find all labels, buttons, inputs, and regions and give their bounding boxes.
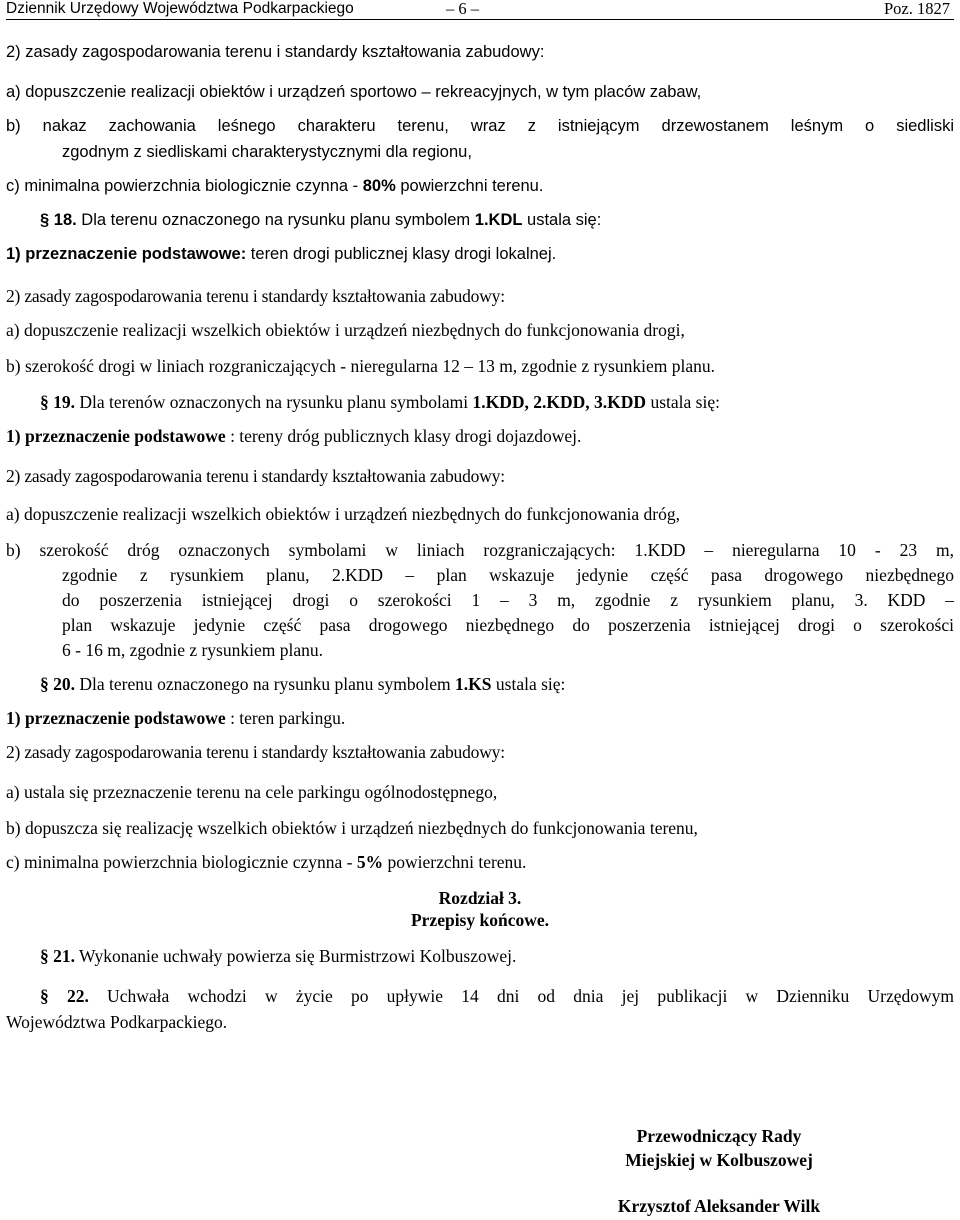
page-header <box>6 0 954 20</box>
s17-item-b-line1: b) nakaz zachowania leśnego charakteru terenu, wraz z istniejącym drzewostanem leśnym o siedliski <box>6 117 954 135</box>
s22-line2: Województwa Podkarpackiego. <box>6 1012 228 1032</box>
s19-item-b-line1: b) szerokość dróg oznaczonych symbolami w liniach rozgraniczających: 1.KDD – nieregularna 10 - 23 m, <box>6 540 954 560</box>
s19-rules-heading: 2) zasady zagospodarowania terenu i standardy kształtowania zabudowy: <box>6 466 505 486</box>
page-number: – 6 – <box>446 0 479 18</box>
s18-item-a: a) dopuszczenie realizacji wszelkich obiektów i urządzeń niezbędnych do funkcjonowania drogi, <box>6 320 685 340</box>
s21-text: § 21. Wykonanie uchwały powierza się Burmistrzowi Kolbuszowej. <box>40 946 517 966</box>
s20-rules-heading: 2) zasady zagospodarowania terenu i standardy kształtowania zabudowy: <box>6 742 505 762</box>
s22-line1: § 22. Uchwała wchodzi w życie po upływie 14 dni od dnia jej publikacji w Dzienniku Urzędowym <box>40 986 954 1006</box>
signature-role-line1: Przewodniczący Rady <box>636 1126 802 1146</box>
journal-title: Dziennik Urzędowy Województwa Podkarpackiego <box>6 0 354 17</box>
s19-item-b-line3: do poszerzenia istniejącej drogi o szerokości 1 – 3 m, zgodnie z rysunkiem planu, 3. KDD – <box>62 590 954 610</box>
s19-item-b-line4: plan wskazuje jedynie część pasa drogowego niezbędnego do poszerzenia istniejącej drogi o szerokości <box>62 615 954 635</box>
chapter-title: Rozdział 3. <box>438 888 522 908</box>
s18-intro: § 18. Dla terenu oznaczonego na rysunku planu symbolem 1.KDL ustala się: <box>40 211 602 229</box>
s20-primary-use: 1) przeznaczenie podstawowe : teren parkingu. <box>6 708 346 728</box>
s19-primary-use: 1) przeznaczenie podstawowe : tereny dróg publicznych klasy drogi dojazdowej. <box>6 426 582 446</box>
s20-intro: § 20. Dla terenu oznaczonego na rysunku planu symbolem 1.KS ustala się: <box>40 674 566 694</box>
s19-item-b-line5: 6 - 16 m, zgodnie z rysunkiem planu. <box>62 640 323 660</box>
s19-intro: § 19. Dla terenów oznaczonych na rysunku planu symbolami 1.KDD, 2.KDD, 3.KDD ustala się: <box>40 392 720 412</box>
signature-name: Krzysztof Aleksander Wilk <box>617 1196 821 1216</box>
s17-rules-heading: 2) zasady zagospodarowania terenu i standardy kształtowania zabudowy: <box>6 43 545 61</box>
s18-rules-heading: 2) zasady zagospodarowania terenu i standardy kształtowania zabudowy: <box>6 286 505 306</box>
s18-primary-use: 1) przeznaczenie podstawowe: teren drogi publicznej klasy drogi lokalnej. <box>6 245 557 263</box>
s20-item-c: c) minimalna powierzchnia biologicznie czynna - 5% powierzchni terenu. <box>6 852 527 872</box>
s19-item-a: a) dopuszczenie realizacji wszelkich obiektów i urządzeń niezbędnych do funkcjonowania dróg, <box>6 504 680 524</box>
s18-item-b: b) szerokość drogi w liniach rozgraniczających - nieregularna 12 – 13 m, zgodnie z rysunkiem planu. <box>6 356 715 376</box>
chapter-subtitle: Przepisy końcowe. <box>410 910 550 930</box>
s19-item-b-line2: zgodnie z rysunkiem planu, 2.KDD – plan wskazuje jedynie część pasa drogowego niezbędnego <box>62 565 954 585</box>
s20-item-a: a) ustala się przeznaczenie terenu na cele parkingu ogólnodostępnego, <box>6 782 498 802</box>
signature-role-line2: Miejskiej w Kolbuszowej <box>625 1150 813 1170</box>
s17-item-a: a) dopuszczenie realizacji obiektów i urządzeń sportowo – rekreacyjnych, w tym placów zabaw, <box>6 83 702 101</box>
s17-item-b-line2: zgodnym z siedliskami charakterystycznymi dla regionu, <box>62 143 472 161</box>
s20-item-b: b) dopuszcza się realizację wszelkich obiektów i urządzeń niezbędnych do funkcjonowania terenu, <box>6 818 698 838</box>
position-number: Poz. 1827 <box>884 0 950 18</box>
s17-item-c: c) minimalna powierzchnia biologicznie czynna - 80% powierzchni terenu. <box>6 177 544 195</box>
